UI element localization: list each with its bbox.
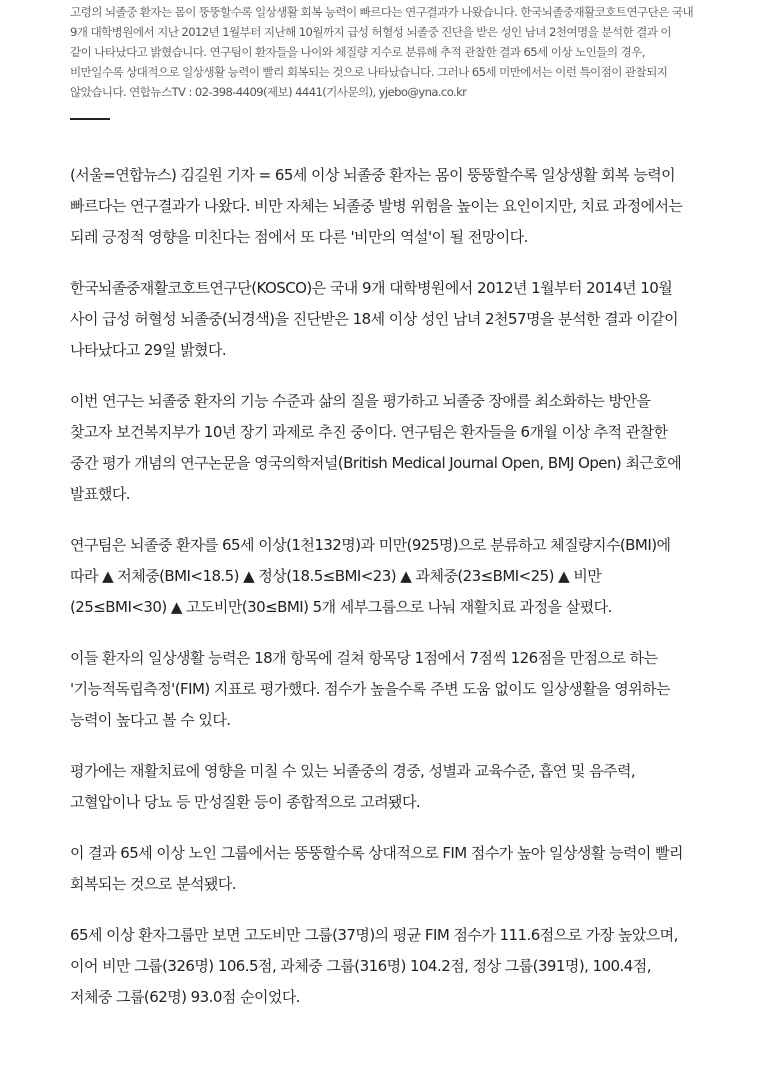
article-paragraph-lead: (서울=연합뉴스) 김길원 기자 = 65세 이상 뇌졸중 환자는 몸이 뚱뚱할수록 일상생활 회복 능력이 빠르다는 연구결과가 나왔다. 비만 자체는 뇌졸중 발병 위험을 높이는 요인이지만, 치료 과정에서는 되레 긍정적 영향을 미친다는 점에서 또 다른 '비만의 역설'이 될 전망이다. xyxy=(70,166,683,246)
photo-caption: 고령의 뇌졸중 환자는 몸이 뚱뚱할수록 일상생활 회복 능력이 빠르다는 연구결과가 나왔습니다. 한국뇌졸중재활코호트연구단은 국내 9개 대학병원에서 지난 2012년 1월부터 지난해 10월까지 급성 허혈성 뇌졸중 진단을 받은 성인 남녀 2천여명을 분석한 결과 이 같이 나타났다고 밝혔습니다. 연구팀이 환자들을 나이와 체질량 지수로 분류해 추적 관찰한 결과 65세 이상 노인들의 경우, 비만일수록 상대적으로 일상생활 능력이 빨리 회복되는 것으로 나타났습니다. 그러나 65세 미만에서는 이런 특이점이 관찰되지 않았습니다. 연합뉴스TV : 02-398-4409(제보) 4441(기사문의), yjebo@yna.co.kr xyxy=(70,5,694,99)
article-paragraph-fim-scores: 65세 이상 환자그룹만 보면 고도비만 그룹(37명)의 평균 FIM 점수가 111.6점으로 가장 높았으며, 이어 비만 그룹(326명) 106.5점, 과체중 그룹(316명) 104.2점, 정상 그룹(391명), 100.4점, 저체중 그룹(62명) 93.0점 순이었다. xyxy=(70,926,678,1006)
article-paragraph-bmi-groups: 연구팀은 뇌졸중 환자를 65세 이상(1천132명)과 미만(925명)으로 분류하고 체질량지수(BMI)에 따라 ▲ 저체중(BMI<18.5) ▲ 정상(18.5≤BMI<23) ▲ 과체중(23≤BMI<25) ▲ 비만(25≤BMI<30) ▲ 고도비만(30≤BMI) 5개 세부그룹으로 나눠 재활치료 과정을 살폈다. xyxy=(70,536,671,616)
article-body xyxy=(70,160,694,1013)
article-paragraph-research-background: 이번 연구는 뇌졸중 환자의 기능 수준과 삶의 질을 평가하고 뇌졸중 장애를 최소화하는 방안을 찾고자 보건복지부가 10년 장기 과제로 추진 중이다. 연구팀은 환자들을 6개월 이상 추적 관찰한 중간 평가 개념의 연구논문을 영국의학저널(British Medical Journal Open, BMJ Open) 최근호에 발표했다. xyxy=(70,392,682,503)
article-paragraph-study-overview: 한국뇌졸중재활코호트연구단(KOSCO)은 국내 9개 대학병원에서 2012년 1월부터 2014년 10월 사이 급성 허혈성 뇌졸중(뇌경색)을 진단받은 18세 이상 성인 남녀 2천57명을 분석한 결과 이같이 나타났다고 29일 밝혔다. xyxy=(70,279,679,359)
article-paragraph-evaluation-factors: 평가에는 재활치료에 영향을 미칠 수 있는 뇌졸중의 경중, 성별과 교육수준, 흡연 및 음주력, 고혈압이나 당뇨 등 만성질환 등이 종합적으로 고려됐다. xyxy=(70,762,636,811)
article-page xyxy=(70,0,694,1033)
article-paragraph-result: 이 결과 65세 이상 노인 그룹에서는 뚱뚱할수록 상대적으로 FIM 점수가 높아 일상생활 능력이 빨리 회복되는 것으로 분석됐다. xyxy=(70,844,683,893)
article-paragraph-fim-measure: 이들 환자의 일상생활 능력은 18개 항목에 걸쳐 항목당 1점에서 7점씩 126점을 만점으로 하는 '기능적독립측정'(FIM) 지표로 평가했다. 점수가 높을수록 주변 도움 없이도 일상생활을 영위하는 능력이 높다고 볼 수 있다. xyxy=(70,649,671,729)
caption-divider xyxy=(70,118,110,120)
